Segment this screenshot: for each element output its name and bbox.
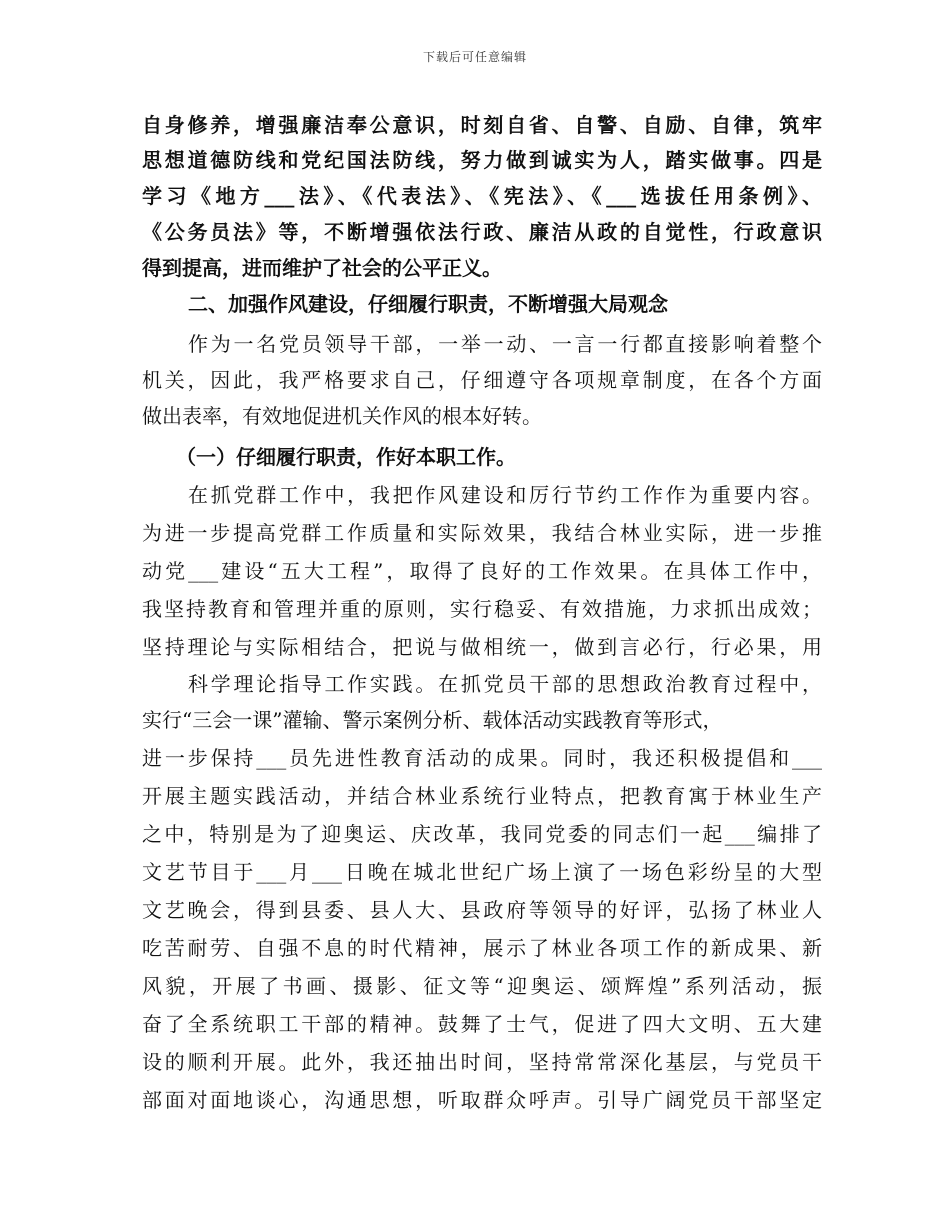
- text-line: 在抓党群工作中，我把作风建设和厉行节约工作作为重要内容。: [188, 483, 822, 507]
- text-line: 机关，因此，我严格要求自己，仔细遵守各项规章制度，在各个方面: [142, 368, 822, 392]
- text-line: 作为一名党员领导干部，一举一动、一言一行都直接影响着整个: [188, 332, 822, 356]
- text-line: 部面对面地谈心，沟通思想，听取群众呼声。引导广阔党员干部坚定: [142, 1088, 822, 1112]
- text-line: 实行“三会一课”灌输、警示案例分析、载体活动实践教育等形式，: [142, 708, 723, 732]
- text-line: 吃苦耐劳、自强不息的时代精神，展示了林业各项工作的新成果、新: [142, 936, 822, 960]
- text-line: 坚持理论与实际相结合，把说与做相统一，做到言必行，行必果，用: [142, 635, 822, 659]
- text-line: 奋了全系统职工干部的精神。鼓舞了士气，促进了四大文明、五大建: [142, 1012, 822, 1036]
- text-line: 为进一步提高党群工作质量和实际效果，我结合林业实际，进一步推: [142, 521, 822, 545]
- text-line: 开展主题实践活动，并结合林业系统行业特点，把教育寓于林业生产: [142, 784, 822, 808]
- text-line: 做出表率，有效地促进机关作风的根本好转。: [142, 404, 542, 428]
- text-line: 文艺节目于___月___日晚在城北世纪广场上演了一场色彩纷呈的大型: [142, 860, 822, 884]
- text-line: 自身修养，增强廉洁奉公意识，时刻自省、自警、自励、自律，筑牢: [142, 113, 822, 137]
- text-line: 我坚持教育和管理并重的原则，实行稳妥、有效措施，力求抓出成效；: [142, 597, 822, 621]
- text-line: 二、加强作风建设，仔细履行职责，不断增强大局观念: [188, 292, 668, 316]
- text-line: 动党___建设“五大工程”，取得了良好的工作效果。在具体工作中，: [142, 559, 822, 583]
- text-line: 文艺晚会，得到县委、县人大、县政府等领导的好评，弘扬了林业人: [142, 898, 822, 922]
- text-line: 设的顺利开展。此外，我还抽出时间，坚持常常深化基层，与党员干: [142, 1050, 822, 1074]
- text-line: （一）仔细履行职责，作好本职工作。: [176, 445, 516, 469]
- text-line: 《公务员法》等，不断增强依法行政、廉洁从政的自觉性，行政意识: [142, 220, 822, 244]
- text-line: 得到提高，进而维护了社会的公平正义。: [142, 256, 502, 280]
- text-line: 学习《地方___法》、《代表法》、《宪法》、《___选拔任用条例》、: [142, 184, 822, 208]
- text-line: 风貌，开展了书画、摄影、征文等“迎奥运、颂辉煌”系列活动，振: [142, 974, 822, 998]
- text-line: 之中，特别是为了迎奥运、庆改革，我同党委的同志们一起___编排了: [142, 822, 822, 846]
- text-line: 进一步保持___员先进性教育活动的成果。同时，我还积极提倡和___: [142, 746, 822, 770]
- text-line: 思想道德防线和党纪国法防线，努力做到诚实为人，踏实做事。四是: [142, 148, 822, 172]
- page-header: 下载后可任意编辑: [422, 50, 527, 64]
- text-line: 科学理论指导工作实践。在抓党员干部的思想政治教育过程中，: [188, 672, 822, 696]
